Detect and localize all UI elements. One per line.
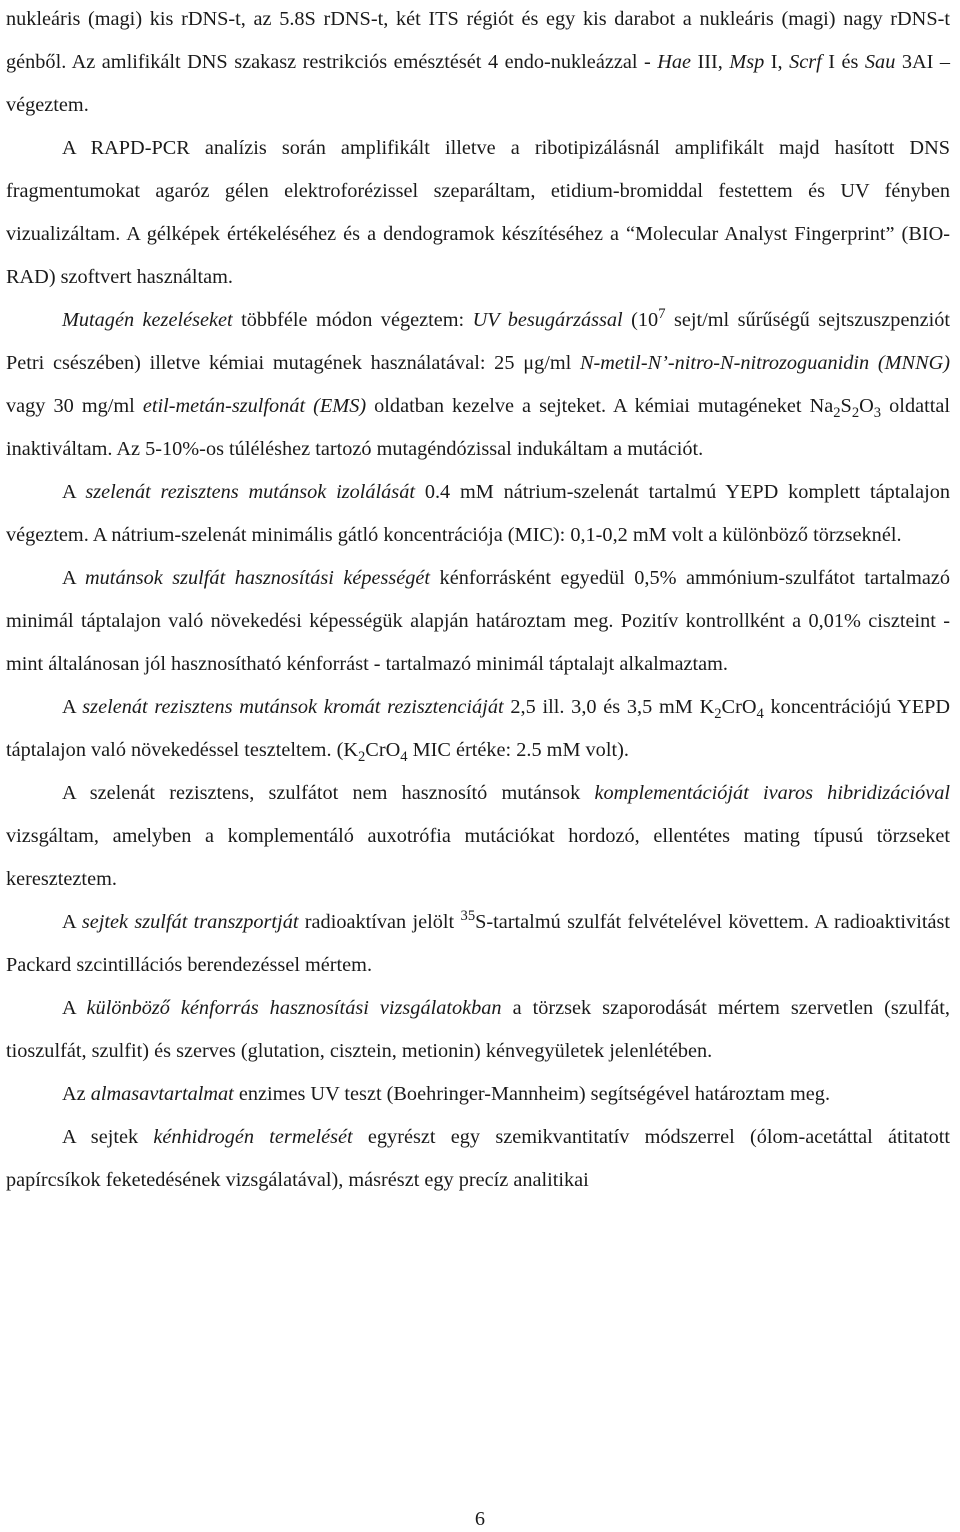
- text-segment: O: [859, 395, 874, 417]
- italic-term: mutánsok szulfát hasznosítási képességét: [85, 567, 431, 589]
- text-segment: A sejtek: [62, 1126, 154, 1148]
- text-segment: sejt/ml sűrűségű sejtszuszpenziót Petri csészében) illetve kémiai mutagének használatával: 25 μg/ml: [6, 309, 950, 374]
- text-segment: I és: [821, 51, 865, 73]
- italic-term: szelenát rezisztens mutánsok izolálását: [85, 481, 415, 503]
- text-segment: nukleáris (magi) kis rDNS-t, az 5.8S rDNS-t, két ITS régiót és egy kis darabot a nukleáris (magi) nagy rDNS-t génből. Az amlifikált DNS szakasz restrikciós emésztését 4 endo-nukleázzal -: [6, 8, 950, 73]
- italic-term: etil-metán-szulfonát (EMS): [142, 395, 367, 417]
- subscript: 4: [400, 749, 408, 766]
- text-segment: A: [62, 911, 82, 933]
- italic-term: Mutagén kezeléseket: [62, 309, 233, 331]
- paragraph-5: [6, 557, 950, 686]
- text-segment: A: [62, 997, 87, 1019]
- italic-term: különböző kénforrás hasznosítási vizsgálatokban: [86, 997, 502, 1019]
- paragraph-11: [6, 1116, 950, 1202]
- italic-term: komplementációját ivaros hibridizációval: [594, 782, 950, 804]
- italic-term: N-metil-N’-nitro-N-nitrozoguanidin (MNNG): [579, 352, 950, 374]
- page-number: 6: [474, 1508, 486, 1530]
- text-segment: Az: [62, 1083, 91, 1105]
- superscript: 7: [658, 306, 666, 323]
- italic-term: Msp: [729, 51, 765, 73]
- text-segment: oldattal inaktiváltam. Az 5-10%-os túléléshez tartozó mutagéndózissal indukáltam a mutációt.: [6, 395, 950, 460]
- text-segment: A: [62, 696, 83, 718]
- text-segment: kénforrásként egyedül 0,5% ammónium-szulfátot tartalmazó minimál táptalajon való növekedési képességük alapján határoztam meg. Pozitív kontrollként a 0,01% ciszteint - mint általánosan jól hasznosítható kénforrást - tartalmazó minimál táptalajt alkalmaztam.: [6, 567, 950, 675]
- text-segment: egyrészt egy szemikvantitatív módszerrel (ólom-acetáttal átitatott papírcsíkok feketedésének vizsgálatával), másrészt egy precíz analitikai: [6, 1126, 950, 1191]
- italic-term: kénhidrogén termelését: [153, 1126, 353, 1148]
- text-segment: többféle módon végeztem:: [232, 309, 473, 331]
- italic-term: almasavtartalmat: [90, 1083, 234, 1105]
- text-segment: S-tartalmú szulfát felvételével követtem. A radioaktivitást Packard szcintillációs berendezéssel mértem.: [6, 911, 950, 976]
- superscript: 35: [460, 908, 476, 925]
- subscript: 4: [756, 706, 764, 723]
- text-segment: vizsgáltam, amelyben a komplementáló auxotrófia mutációkat hordozó, ellentétes mating típusú törzseket kereszteztem.: [6, 825, 950, 890]
- paragraph-10: [6, 1073, 950, 1116]
- text-segment: enzimes UV teszt (Boehringer-Mannheim) segítségével határoztam meg.: [233, 1083, 831, 1105]
- paragraph-9: [6, 987, 950, 1073]
- text-segment: III,: [691, 51, 730, 73]
- text-segment: A szelenát rezisztens, szulfátot nem hasznosító mutánsok: [62, 782, 595, 804]
- text-segment: 2,5 ill. 3,0 és 3,5 mM K: [503, 696, 715, 718]
- subscript: 2: [357, 749, 366, 766]
- text-segment: A RAPD-PCR analízis során amplifikált illetve a ribotipizálásnál amplifikált majd hasított DNS fragmentumokat agaróz gélen elektroforézissel szeparáltam, etidium-bromiddal festettem és UV fényben vizualizáltam. A gélképek értékeléséhez és a dendogramok készítéséhez a “Molecular Analyst Fingerprint” (BIO-RAD) szoftvert használtam.: [6, 137, 950, 288]
- text-segment: vagy 30 mg/ml: [6, 395, 143, 417]
- text-segment: koncentrációjú YEPD táptalajon való növekedéssel teszteltem. (K: [6, 696, 951, 761]
- italic-term: Scrf: [789, 51, 822, 73]
- paragraph-4: [6, 471, 950, 557]
- paragraph-8: [6, 901, 950, 987]
- text-segment: I,: [764, 51, 790, 73]
- italic-term: sejtek szulfát transzportját: [81, 911, 299, 933]
- text-segment: radioaktívan jelölt: [298, 911, 461, 933]
- text-segment: 0.4 mM nátrium-szelenát tartalmú YEPD komplett táptalajon végeztem. A nátrium-szelenát minimális gátló koncentrációja (MIC): 0,1-0,2 mM volt a különböző törzseknél.: [6, 481, 950, 546]
- text-segment: 3AI – végeztem.: [6, 51, 951, 116]
- text-segment: a törzsek szaporodását mértem szervetlen (szulfát, tioszulfát, szulfit) és szerves (glutation, cisztein, metionin) kénvegyületek jelenlétében.: [6, 997, 950, 1062]
- italic-term: Sau: [864, 51, 896, 73]
- text-segment: S: [840, 395, 852, 417]
- subscript: 2: [714, 706, 722, 723]
- subscript: 2: [851, 405, 860, 422]
- text-segment: A: [62, 567, 86, 589]
- paragraph-1: [6, 0, 950, 127]
- paragraph-7: [6, 772, 950, 901]
- paragraph-3: [6, 299, 950, 471]
- text-segment: oldatban kezelve a sejteket. A kémiai mutagéneket Na: [366, 395, 834, 417]
- document-page: [6, 0, 950, 1202]
- text-segment: CrO: [365, 739, 401, 761]
- text-segment: (10: [622, 309, 659, 331]
- italic-term: szelenát rezisztens mutánsok kromát rezisztenciáját: [82, 696, 504, 718]
- text-segment: MIC értéke: 2.5 mM volt).: [407, 739, 629, 761]
- italic-term: UV besugárzással: [472, 309, 623, 331]
- text-segment: CrO: [721, 696, 757, 718]
- italic-term: Hae: [657, 51, 691, 73]
- paragraph-2: [6, 127, 950, 299]
- subscript: 3: [873, 405, 882, 422]
- text-segment: A: [62, 481, 86, 503]
- subscript: 2: [833, 405, 841, 422]
- paragraph-6: [6, 686, 950, 772]
